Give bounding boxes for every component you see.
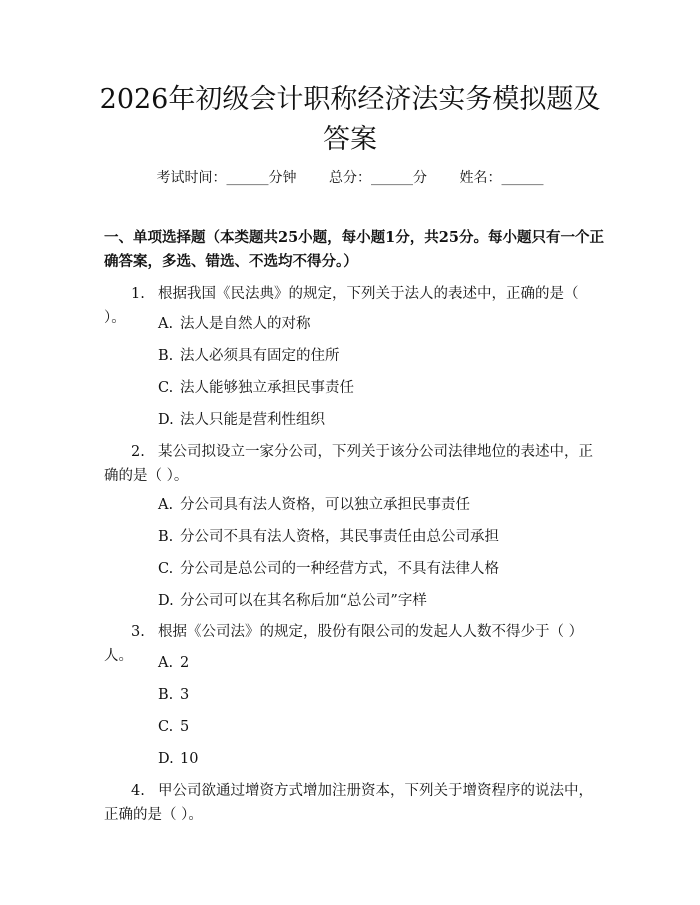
option-letter: B. <box>158 348 174 364</box>
option-text: 法人是自然人的对称 <box>180 316 311 332</box>
question-number: 3. <box>131 624 145 640</box>
option-letter: B. <box>158 687 174 703</box>
question-number: 2. <box>131 444 145 460</box>
option-letter: A. <box>158 655 174 671</box>
option-text: 分公司是总公司的一种经营方式，不具有法律人格 <box>180 561 499 577</box>
option-letter: C. <box>158 561 174 577</box>
option-text: 法人只能是营利性组织 <box>180 412 325 428</box>
option-3-d <box>158 748 198 770</box>
exam-meta <box>0 168 700 188</box>
question-stem: 根据我国《民法典》的规定，下列关于法人的表述中，正确的是（ ）。 <box>104 286 579 326</box>
option-2-c <box>158 558 499 580</box>
question-number: 4. <box>131 783 145 799</box>
option-text: 法人能够独立承担民事责任 <box>180 380 354 396</box>
exam-time-field: 考试时间：______分钟 <box>156 170 297 186</box>
option-letter: D. <box>158 751 174 767</box>
option-text: 分公司可以在其名称后加“总公司”字样 <box>180 593 427 609</box>
option-2-a <box>158 494 470 516</box>
document-title: 2026年初级会计职称经济法实务模拟题及答案 <box>99 84 601 155</box>
question-4 <box>104 779 604 827</box>
option-letter: C. <box>158 380 174 396</box>
question-stem: 根据《公司法》的规定，股份有限公司的发起人人数不得少于（ ）人。 <box>104 624 584 664</box>
option-letter: A. <box>158 497 174 513</box>
option-3-a <box>158 652 189 674</box>
option-3-b <box>158 684 189 706</box>
option-letter: A. <box>158 316 174 332</box>
question-stem: 甲公司欲通过增资方式增加注册资本，下列关于增资程序的说法中，正确的是（ ）。 <box>104 783 593 823</box>
option-2-d <box>158 590 427 612</box>
option-1-b <box>158 345 340 367</box>
question-number: 1. <box>131 286 145 302</box>
option-3-c <box>158 716 189 738</box>
question-2 <box>104 440 604 488</box>
option-text: 分公司具有法人资格，可以独立承担民事责任 <box>180 497 470 513</box>
option-text: 分公司不具有法人资格，其民事责任由总公司承担 <box>180 529 499 545</box>
question-stem: 某公司拟设立一家分公司，下列关于该分公司法律地位的表述中，正确的是（ ）。 <box>104 444 593 484</box>
option-letter: D. <box>158 593 174 609</box>
option-1-c <box>158 377 354 399</box>
total-score-field: 总分：______分 <box>329 170 427 186</box>
option-text: 2 <box>180 655 190 671</box>
option-letter: B. <box>158 529 174 545</box>
option-letter: C. <box>158 719 174 735</box>
option-1-d <box>158 409 325 431</box>
option-text: 5 <box>180 719 190 735</box>
option-text: 3 <box>180 687 190 703</box>
option-2-b <box>158 526 499 548</box>
option-1-a <box>158 313 311 335</box>
name-field: 姓名：______ <box>459 170 544 186</box>
option-text: 10 <box>180 751 199 767</box>
section-heading: 一、单项选择题（本类题共25小题，每小题1分，共25分。每小题只有一个正确答案，多选、错选、不选均不得分。） <box>104 229 604 270</box>
option-letter: D. <box>158 412 174 428</box>
option-text: 法人必须具有固定的住所 <box>180 348 340 364</box>
